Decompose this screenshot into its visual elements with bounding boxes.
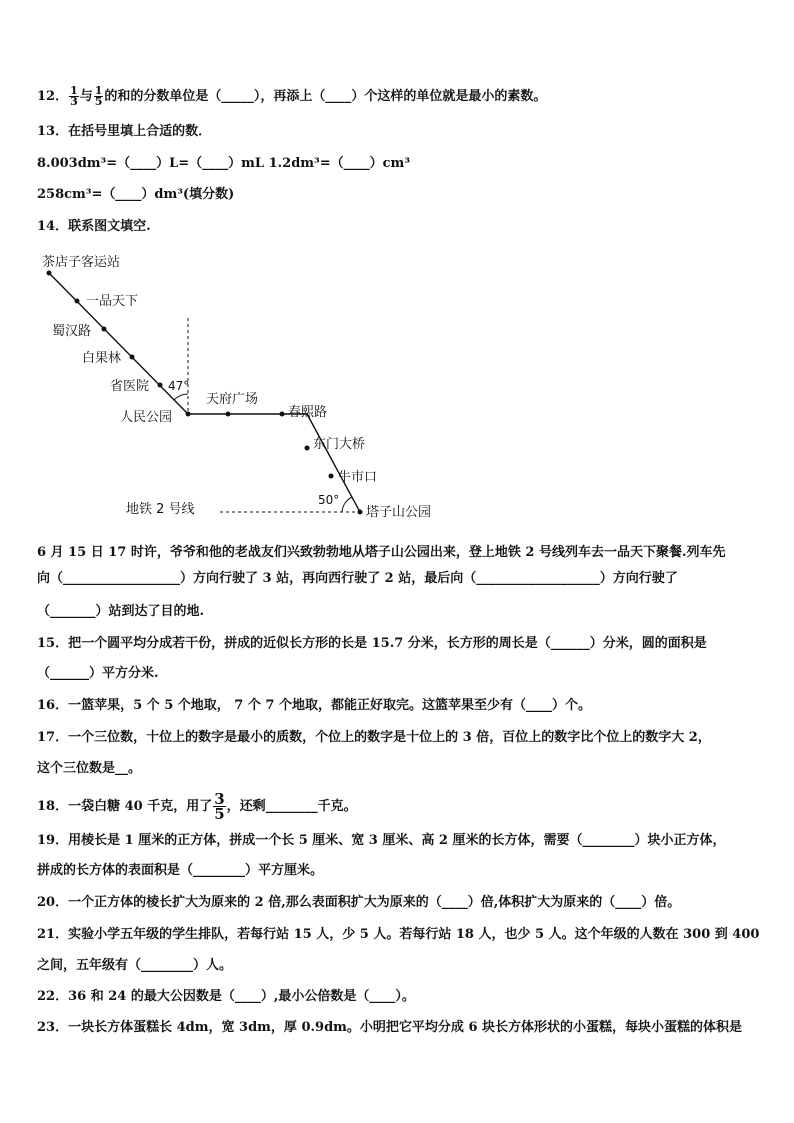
station-label: 塔子山公园	[366, 505, 432, 520]
station-dot	[47, 271, 52, 276]
station-dot	[226, 412, 231, 417]
question-12	[37, 86, 546, 107]
station-dot	[358, 510, 363, 515]
station-dot	[329, 474, 334, 479]
station-label: 东门大桥	[313, 437, 366, 452]
question-20: 20．一个正方体的棱长扩大为原来的 2 倍,那么表面积扩大为原来的（____）倍,体积扩大为原来的（____）倍。	[37, 895, 681, 910]
question-text: 18．一袋白糖 40 千克，用了	[37, 799, 213, 814]
question-21-line-1: 21．实验小学五年级的学生排队，若每行站 15 人，少 5 人。若每行站 18 人，也少 5 人。这个年级的人数在 300 到 400	[37, 927, 760, 942]
question-14-para-1: 6 月 15 日 17 时许，爷爷和他的老战友们兴致勃勃地从塔子山公园出来，登上地铁 2 号线列车去一品天下聚餐.列车先	[37, 545, 726, 560]
question-16: 16．一篮苹果，5 个 5 个地取， 7 个 7 个地取，都能正好取完。这篮苹果至少有（____）个。	[37, 698, 591, 713]
question-17-line-2: 这个三位数是__。	[37, 761, 142, 776]
question-23: 23．一块长方体蛋糕长 4dm，宽 3dm，厚 0.9dm。小明把它平均分成 6 块长方体形状的小蛋糕，每块小蛋糕的体积是	[37, 1020, 743, 1035]
question-14-para-2: 向（__________________）方向行驶了 3 站，再向西行驶了 2 站，最后向（___________________）方向行驶了	[37, 571, 678, 586]
angle-label-50: 50°	[318, 493, 340, 507]
question-15-line-2: （______）平方分米.	[37, 666, 159, 681]
question-13-title: 13．在括号里填上合适的数．	[37, 124, 212, 139]
station-label: 春熙路	[288, 405, 328, 420]
station-dot	[102, 327, 107, 332]
station-label: 牛市口	[338, 470, 378, 485]
angle-label-47: 47°	[168, 379, 190, 393]
question-19-line-1: 19．用棱长是 1 厘米的正方体，拼成一个长 5 厘米、宽 3 厘米、高 2 厘米的长方体，需要（________）块小正方体，	[37, 833, 726, 848]
station-dot	[280, 412, 285, 417]
station-label: 茶店子客运站	[42, 255, 121, 270]
question-13-line-1: 8.003dm³=（____）L=（____）mL 1.2dm³=（____）cm³	[37, 156, 411, 171]
station-label: 蜀汉路	[52, 324, 92, 339]
station-dot	[75, 299, 80, 304]
fraction-three-fifths: $\frac{3}{5}$	[214, 790, 225, 823]
station-dot	[305, 446, 310, 451]
station-label: 省医院	[110, 379, 150, 394]
connector-text: 与	[79, 89, 93, 104]
fraction-one-third: $\frac{1}{3}$	[70, 84, 78, 108]
question-15-line-1: 15．把一个圆平均分成若干份，拼成的近似长方形的长是 15.7 分米，长方形的周长是（______）分米，圆的面积是	[37, 636, 707, 651]
question-text: 的和的分数单位是（_____），再添上（____）个这样的单位就是最小的素数。	[104, 89, 547, 104]
question-text: ，还剩________千克。	[226, 799, 357, 814]
question-13-line-2: 258cm³=（____）dm³(填分数)	[37, 187, 235, 202]
question-19-line-2: 拼成的长方体的表面积是（________）平方厘米。	[37, 863, 324, 878]
angle-arc-50	[342, 497, 352, 512]
station-label: 天府广场	[206, 392, 259, 407]
question-18	[37, 792, 357, 821]
line-label: 地铁 2 号线	[126, 502, 195, 517]
fraction-one-fifth: $\frac{1}{5}$	[94, 84, 103, 108]
question-17-line-1: 17．一个三位数，十位上的数字是最小的质数，个位上的数字是十位上的 3 倍，百位上的数字比个位上的数字大 2，	[37, 730, 711, 745]
station-label: 一品天下	[86, 294, 139, 309]
station-dot	[130, 355, 135, 360]
subway-map	[30, 248, 450, 528]
station-label: 白果林	[82, 351, 122, 366]
question-number: 12．	[37, 89, 69, 104]
question-21-line-2: 之间，五年级有（________）人。	[37, 958, 233, 973]
station-label: 人民公园	[120, 410, 173, 425]
question-14-title: 14．联系图文填空.	[37, 219, 151, 234]
station-dot	[158, 383, 163, 388]
question-22: 22．36 和 24 的最大公因数是（____）,最小公倍数是（____）。	[37, 989, 415, 1004]
question-14-para-3: （_______）站到达了目的地.	[37, 604, 205, 619]
angle-arc-47	[174, 394, 188, 400]
station-dot	[186, 412, 191, 417]
